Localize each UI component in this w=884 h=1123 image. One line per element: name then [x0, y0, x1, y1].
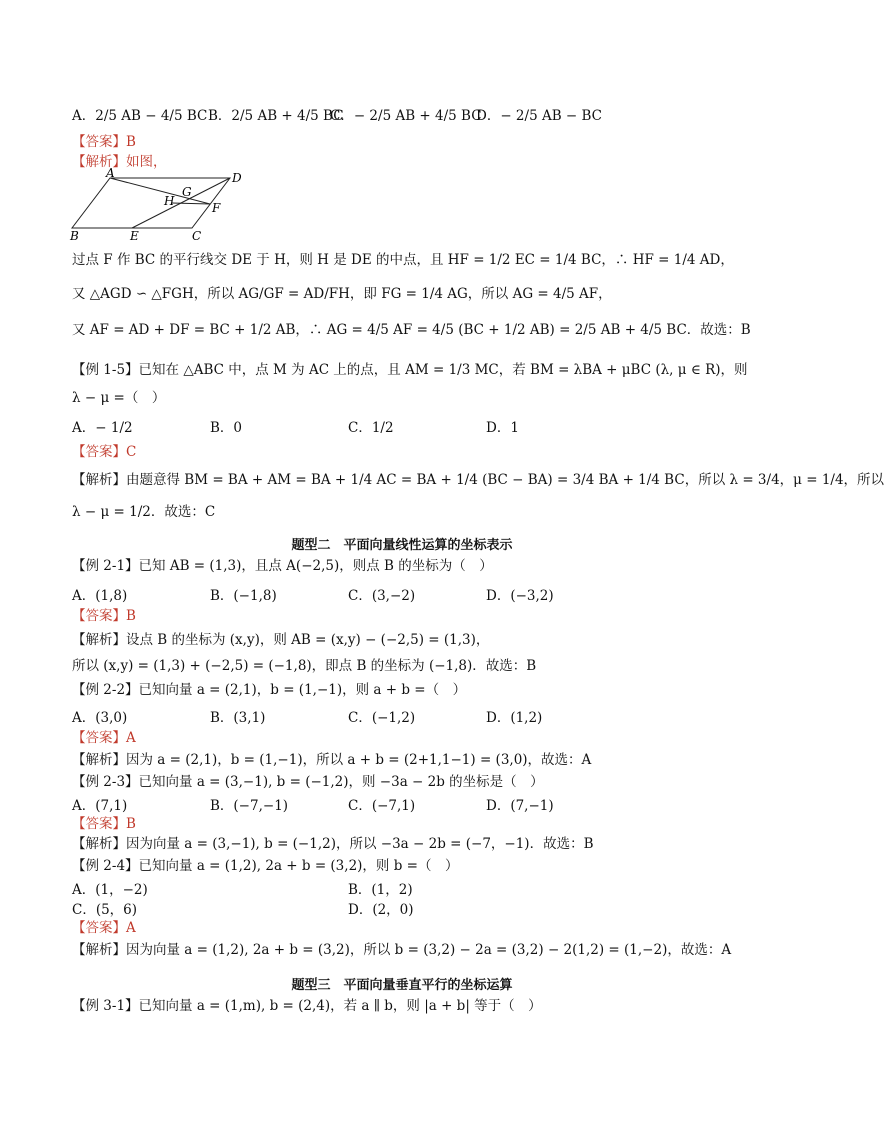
ex21-option-b: B．(−1,8)	[210, 588, 277, 604]
ex22-option-b: B．(3,1)	[210, 710, 266, 726]
label-g: G	[182, 185, 192, 199]
ex23-option-d: D．(7,−1)	[486, 798, 554, 814]
ex24-answer: 【答案】A	[72, 920, 136, 936]
label-e: E	[130, 229, 139, 243]
ex15-option-a: A．− 1/2	[72, 420, 133, 436]
label-a: A	[106, 166, 115, 180]
ex21-option-d: D．(−3,2)	[486, 588, 554, 604]
ex21-stem: 【例 2-1】已知 AB = (1,3)，且点 A(−2,5)，则点 B 的坐标为（ ）	[72, 558, 493, 574]
analysis-tag: 【解析】如图，	[72, 154, 167, 170]
ex21-analysis2: 所以 (x,y) = (1,3) + (−2,5) = (−1,8)，即点 B 的坐标为 (−1,8)．故选：B	[72, 658, 537, 674]
ex15-analysis: 【解析】由题意得 BM = BA + AM = BA + 1/4 AC = BA + 1/4 (BC − BA) = 3/4 BA + 1/4 BC，所以 λ = 3/4，μ = 1/4，所以	[72, 472, 884, 488]
section-heading-3: 题型三 平面向量垂直平行的坐标运算	[291, 978, 513, 993]
ex22-option-c: C．(−1,2)	[348, 710, 416, 726]
ex23-analysis: 【解析】因为向量 a = (3,−1), b = (−1,2)，所以 −3a − 2b = (−7，−1)．故选：B	[72, 836, 594, 852]
ex23-option-c: C．(−7,1)	[348, 798, 416, 814]
ex22-option-d: D．(1,2)	[486, 710, 543, 726]
ex24-option-b: B．(1，2)	[348, 882, 413, 898]
ex22-stem: 【例 2-2】已知向量 a = (2,1)，b = (1,−1)，则 a + b =（ ）	[72, 682, 467, 698]
ex23-answer: 【答案】B	[72, 816, 136, 832]
ex23-option-a: A．(7,1)	[72, 798, 128, 814]
analysis-line-3: 又 AF = AD + DF = BC + 1/2 AB，∴ AG = 4/5 AF = 4/5 (BC + 1/2 AB) = 2/5 AB + 4/5 BC．故选：B	[72, 322, 751, 338]
ex21-analysis: 【解析】设点 B 的坐标为 (x,y)，则 AB = (x,y) − (−2,5) = (1,3)，	[72, 632, 490, 648]
ex15-stem: 【例 1-5】已知在 △ABC 中，点 M 为 AC 上的点，且 AM = 1/3 MC，若 BM = λBA + μBC (λ, μ ∈ R)，则	[72, 362, 748, 378]
label-f: F	[212, 201, 221, 215]
ex23-option-b: B．(−7,−1)	[210, 798, 289, 814]
ex15-answer: 【答案】C	[72, 444, 137, 460]
analysis-head	[72, 152, 167, 172]
ex21-answer: 【答案】B	[72, 608, 136, 624]
ex21-option-a: A．(1,8)	[72, 588, 128, 604]
ex24-option-c: C．(5，6)	[72, 902, 138, 918]
analysis-line-2: 又 △AGD ∽ △FGH，所以 AG/GF = AD/FH，即 FG = 1/4 AG，所以 AG = 4/5 AF，	[72, 286, 612, 302]
ex24-option-a: A．(1，−2)	[72, 882, 148, 898]
label-h: H	[164, 194, 175, 208]
option-c: C．− 2/5 AB + 4/5 BC	[330, 108, 482, 124]
ex15-analysis2: λ − μ = 1/2．故选：C	[72, 504, 216, 520]
parallelogram-figure	[70, 166, 252, 243]
option-d: D．− 2/5 AB − BC	[476, 108, 603, 124]
ex15-stem2: λ − μ =（ ）	[72, 390, 166, 406]
ex24-stem: 【例 2-4】已知向量 a = (1,2), 2a + b = (3,2)，则 b =（ ）	[72, 858, 459, 874]
label-b: B	[70, 229, 79, 243]
option-b: B．2/5 AB + 4/5 BC	[208, 108, 344, 124]
option-a: A．2/5 AB − 4/5 BC	[72, 108, 208, 124]
ex22-analysis: 【解析】因为 a = (2,1)，b = (1,−1)，所以 a + b = (2+1,1−1) = (3,0)，故选：A	[72, 752, 592, 768]
ex22-option-a: A．(3,0)	[72, 710, 128, 726]
ex31-stem: 【例 3-1】已知向量 a = (1,m), b = (2,4)，若 a ∥ b，则 |a + b| 等于（ ）	[72, 998, 542, 1014]
label-c: C	[192, 229, 202, 243]
ex15-option-d: D．1	[486, 420, 519, 436]
section-heading-2: 题型二 平面向量线性运算的坐标表示	[291, 538, 513, 553]
label-d: D	[232, 171, 242, 185]
answer-label: 【答案】B	[72, 134, 136, 150]
ex24-analysis: 【解析】因为向量 a = (1,2), 2a + b = (3,2)，所以 b = (3,2) − 2a = (3,2) − 2(1,2) = (1,−2)，故选：A	[72, 942, 732, 958]
ex15-option-b: B．0	[210, 420, 243, 436]
analysis-line-1: 过点 F 作 BC 的平行线交 DE 于 H，则 H 是 DE 的中点，且 HF = 1/2 EC = 1/4 BC，∴ HF = 1/4 AD，	[72, 252, 734, 268]
ex21-option-c: C．(3,−2)	[348, 588, 416, 604]
ex24-option-d: D．(2，0)	[348, 902, 414, 918]
ex22-answer: 【答案】A	[72, 730, 136, 746]
ex15-option-c: C．1/2	[348, 420, 394, 436]
ex23-stem: 【例 2-3】已知向量 a = (3,−1), b = (−1,2)，则 −3a − 2b 的坐标是（ ）	[72, 774, 544, 790]
